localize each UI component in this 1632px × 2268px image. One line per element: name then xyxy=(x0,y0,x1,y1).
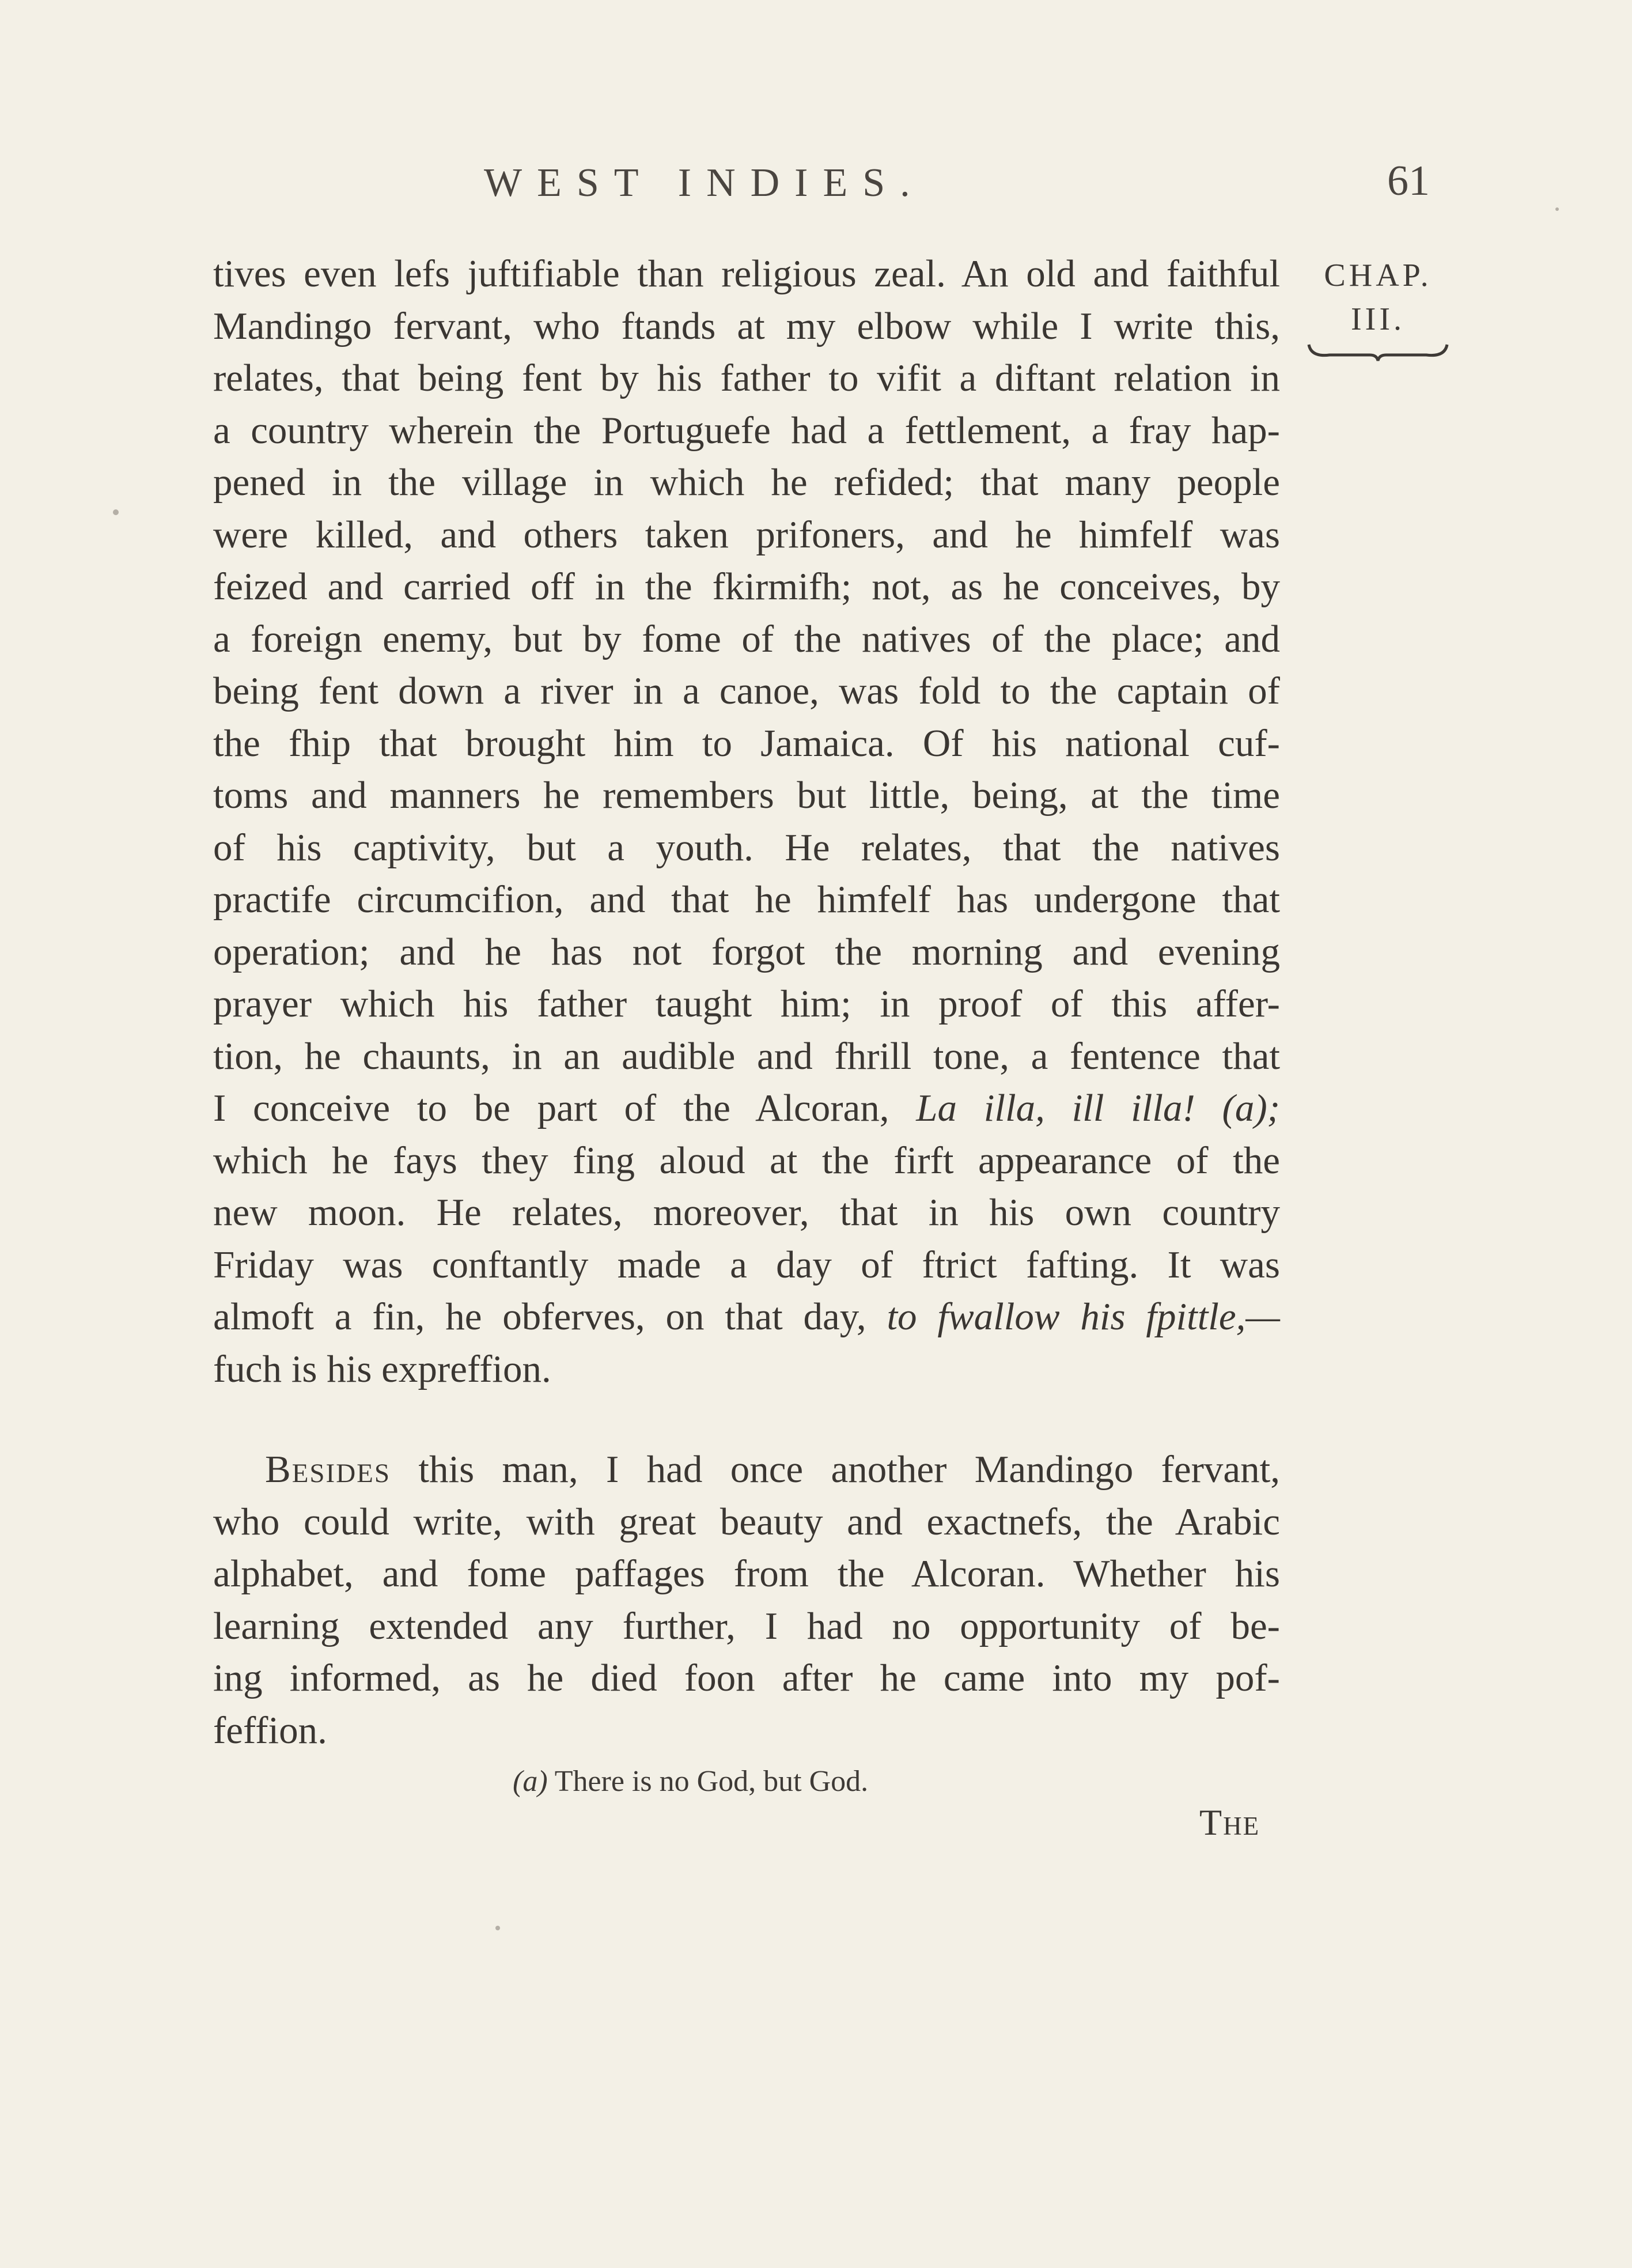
para2-line-6: feffion. xyxy=(213,1708,327,1752)
text-line-3: relates, that being fent by his father to vifit a diftant relation in xyxy=(213,357,1280,399)
paragraph-gap xyxy=(213,1395,1280,1443)
chapter-brace-icon xyxy=(1307,340,1449,363)
chapter-label: CHAP. xyxy=(1324,258,1432,293)
catchword: The xyxy=(1199,1802,1260,1843)
text-line-11: toms and manners he remembers but little, being, at the time xyxy=(213,774,1280,817)
chapter-margin-note xyxy=(1303,254,1453,341)
footnote xyxy=(513,1764,868,1798)
italic-quote: to fwallow his fpittle,— xyxy=(887,1295,1280,1338)
text-line-20: Friday was conftantly made a day of ftrict fafting. It was xyxy=(213,1243,1280,1286)
text-line-13: practife circumcifion, and that he himfelf has undergone that xyxy=(213,878,1280,921)
text-line-9: being fent down a river in a canoe, was fold to the captain of xyxy=(213,670,1280,712)
text-line-16: tion, he chaunts, in an audible and fhrill tone, a fentence that xyxy=(213,1034,1280,1078)
text-line-5: pened in the village in which he refided; that many people xyxy=(213,461,1280,504)
text-line-21 xyxy=(213,1291,1280,1343)
text-line-15: prayer which his father taught him; in proof of this affer- xyxy=(213,982,1280,1025)
para2-lead-word: Besides xyxy=(265,1448,391,1491)
text-line-22: fuch is his expreffion. xyxy=(213,1347,551,1390)
text-line-10: the fhip that brought him to Jamaica. Of his national cuf- xyxy=(213,721,1280,765)
footnote-text: There is no God, but God. xyxy=(554,1765,869,1798)
text-line-19: new moon. He relates, moreover, that in his own country xyxy=(213,1191,1280,1234)
text-line-1: tives even lefs juftifiable than religious zeal. An old and faithful xyxy=(213,252,1280,295)
text-line-2: Mandingo fervant, who ftands at my elbow while I write this, xyxy=(213,304,1280,347)
text-line-21-roman: almoft a fin, he obferves, on that day, xyxy=(213,1295,866,1338)
para2-line-3: alphabet, and fome paffages from the Alcoran. Whether his xyxy=(213,1552,1280,1595)
paper-speck xyxy=(495,1926,500,1930)
paper-speck xyxy=(1555,207,1559,211)
para2-line-5: ing informed, as he died foon after he came into my pof- xyxy=(213,1657,1280,1699)
text-line-14: operation; and he has not forgot the morning and evening xyxy=(213,930,1280,973)
paper-speck xyxy=(113,509,119,515)
text-line-12: of his captivity, but a youth. He relates, that the natives xyxy=(213,826,1280,869)
text-line-17-roman: I conceive to be part of the Alcoran, xyxy=(213,1087,889,1129)
text-line-18: which he fays they fing aloud at the firft appearance of the xyxy=(213,1139,1280,1182)
para2-line-2: who could write, with great beauty and exactnefs, the Arabic xyxy=(213,1500,1280,1543)
para2-line-1-rest: this man, I had once another Mandingo fervant, xyxy=(418,1448,1280,1491)
footnote-marker: (a) xyxy=(513,1765,548,1798)
main-text xyxy=(213,248,1280,1756)
para2-line-4: learning extended any further, I had no opportunity of be- xyxy=(213,1604,1280,1647)
text-line-17 xyxy=(213,1082,1280,1135)
text-line-8: a foreign enemy, but by fome of the natives of the place; and xyxy=(213,617,1280,660)
arabic-phrase: La illa, ill illa! (a); xyxy=(916,1087,1280,1129)
text-line-6: were killed, and others taken prifoners, and he himfelf was xyxy=(213,513,1280,556)
chapter-number: III. xyxy=(1351,301,1405,337)
page-number: 61 xyxy=(1387,157,1430,205)
text-line-7: feized and carried off in the fkirmifh; not, as he conceives, by xyxy=(213,565,1280,608)
running-title: WEST INDIES. xyxy=(484,161,925,205)
para2-line-1 xyxy=(213,1443,1280,1496)
text-line-4: a country wherein the Portuguefe had a fettlement, a fray hap- xyxy=(213,409,1280,452)
